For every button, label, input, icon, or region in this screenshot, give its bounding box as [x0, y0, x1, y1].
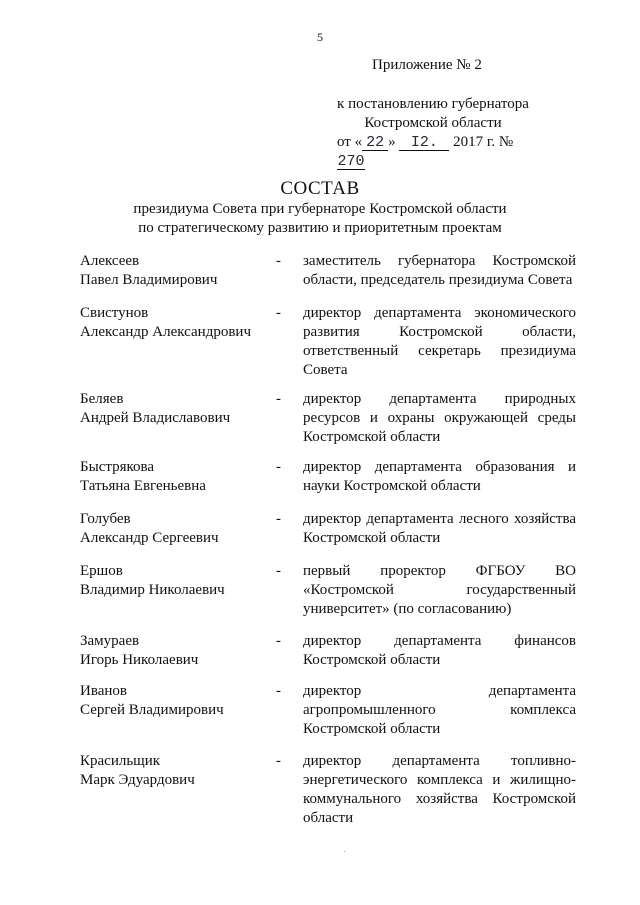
member-name: [80, 632, 270, 670]
member-row: [80, 252, 576, 304]
decree-line-2: Костромской области: [364, 115, 502, 131]
member-surname: Голубев: [80, 511, 131, 527]
member-surname: Красильщик: [80, 753, 161, 769]
member-role: директор департамента природных ресурсов и охраны окружающей среды Костромской области: [303, 391, 576, 445]
member-name: [80, 390, 270, 428]
member-name: [80, 458, 270, 496]
member-row: [80, 304, 576, 390]
member-dash: -: [276, 563, 281, 579]
member-dash: -: [276, 391, 281, 407]
member-name: [80, 562, 270, 600]
member-surname: Беляев: [80, 391, 124, 407]
member-dash: -: [276, 683, 281, 699]
decree-date-line: [333, 133, 533, 171]
title-heading: СОСТАВ: [280, 178, 360, 199]
member-surname: Свистунов: [80, 305, 149, 321]
member-given-name: Игорь Николаевич: [80, 652, 199, 668]
member-given-name: Александр Александрович: [80, 324, 251, 340]
member-role: директор департамента лесного хозяйства Костромской области: [303, 511, 576, 546]
member-row: [80, 632, 576, 682]
member-role: директор департамента образования и науки Костромской области: [303, 459, 576, 494]
member-dash: -: [276, 305, 281, 321]
date-month: I2.: [399, 135, 449, 151]
title-line-2: по стратегическому развитию и приоритетным проектам: [138, 220, 502, 236]
member-surname: Быстрякова: [80, 459, 155, 475]
member-given-name: Андрей Владиславович: [80, 410, 231, 426]
member-role: директор департамента топливно-энергетического комплекса и жилищно-коммунального хозяйства Костромской области: [303, 753, 576, 826]
member-name: [80, 304, 270, 342]
member-name: [80, 682, 270, 720]
scan-speck: [344, 851, 345, 852]
document-title: [0, 178, 640, 238]
member-surname: Ершов: [80, 563, 123, 579]
member-surname: Алексеев: [80, 253, 140, 269]
member-row: [80, 562, 576, 632]
members-list: [80, 252, 576, 832]
appendix-label: Приложение № 2: [372, 57, 482, 73]
member-given-name: Марк Эдуардович: [80, 772, 195, 788]
member-role: первый проректор ФГБОУ ВО «Костромской государственный университет» (по согласованию): [303, 563, 576, 617]
date-sep: »: [388, 134, 396, 150]
date-day: 22: [362, 135, 388, 151]
member-given-name: Александр Сергеевич: [80, 530, 219, 546]
member-role: директор департамента агропромышленного комплекса Костромской области: [303, 683, 576, 737]
member-given-name: Татьяна Евгеньевна: [80, 478, 206, 494]
decree-reference: [333, 95, 533, 171]
page-number: 5: [317, 30, 323, 44]
member-row: [80, 752, 576, 832]
member-row: [80, 682, 576, 752]
decree-number: 270: [337, 153, 365, 170]
member-dash: -: [276, 253, 281, 269]
member-role: заместитель губернатора Костромской области, председатель президиума Совета: [303, 253, 576, 288]
member-dash: -: [276, 633, 281, 649]
member-surname: Иванов: [80, 683, 127, 699]
member-name: [80, 510, 270, 548]
member-given-name: Владимир Николаевич: [80, 582, 225, 598]
member-role: директор департамента финансов Костромской области: [303, 633, 576, 668]
member-row: [80, 510, 576, 562]
member-dash: -: [276, 753, 281, 769]
member-row: [80, 390, 576, 458]
member-role: директор департамента экономического развития Костромской области, ответственный секретарь президиума Совета: [303, 305, 576, 378]
member-row: [80, 458, 576, 510]
date-prefix: от «: [337, 134, 363, 150]
member-surname: Замураев: [80, 633, 140, 649]
member-given-name: Павел Владимирович: [80, 272, 218, 288]
date-year: 2017 г. №: [453, 134, 514, 150]
member-given-name: Сергей Владимирович: [80, 702, 224, 718]
member-dash: -: [276, 511, 281, 527]
title-line-1: президиума Совета при губернаторе Костромской области: [133, 201, 507, 217]
member-name: [80, 752, 270, 790]
decree-line-1: к постановлению губернатора: [337, 96, 529, 112]
member-dash: -: [276, 459, 281, 475]
member-name: [80, 252, 270, 290]
